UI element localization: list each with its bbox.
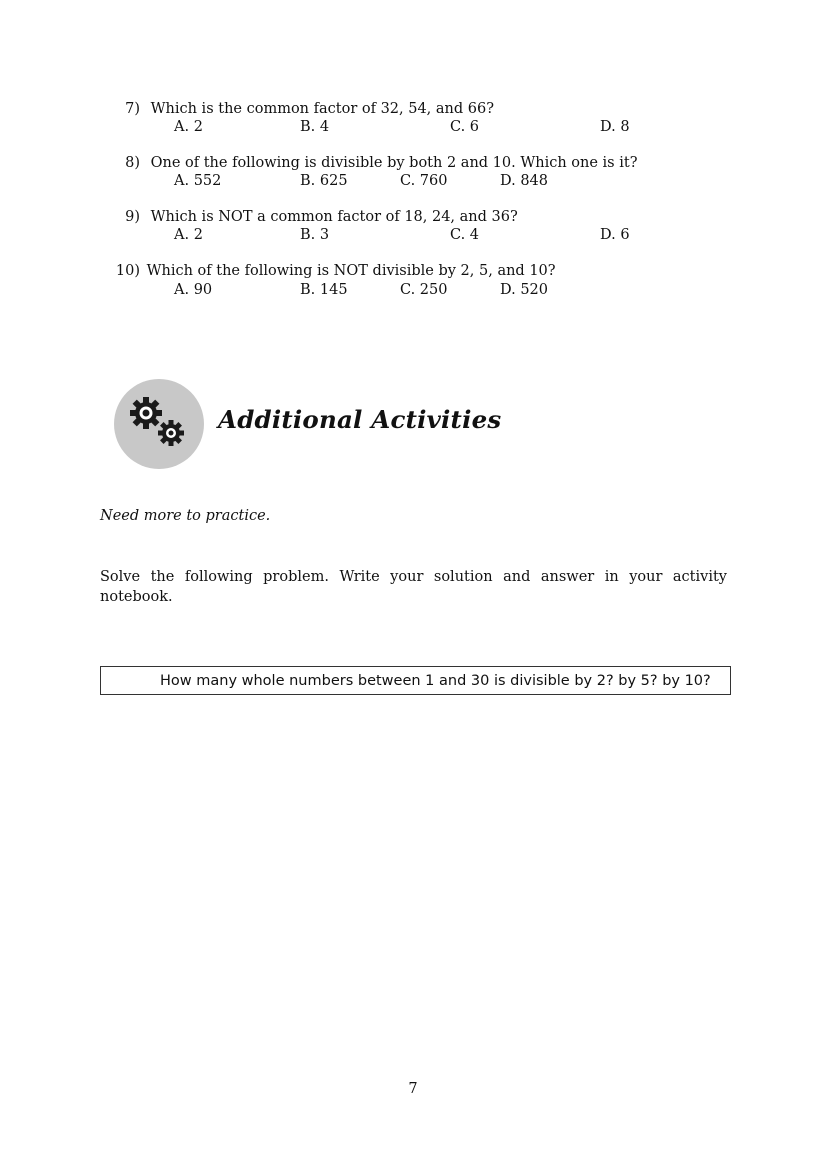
section-title: Additional Activities <box>218 405 502 434</box>
problem-text: How many whole numbers between 1 and 30 is divisible by 2? by 5? by 10? <box>160 673 711 689</box>
option-b: B. 145 <box>300 282 348 298</box>
question-text: Which is the common factor of 32, 54, and 66? <box>150 101 495 117</box>
question-text: Which is NOT a common factor of 18, 24, and 36? <box>150 209 518 225</box>
question-text: One of the following is divisible by both 2 and 10. Which one is it? <box>150 155 638 171</box>
problem-box <box>100 666 731 695</box>
gears-icon <box>113 378 205 470</box>
instruction-text: Solve the following problem. Write your solution and answer in your activity notebook. <box>100 569 727 605</box>
question-8 <box>116 154 637 172</box>
question-number: 9) <box>125 209 140 225</box>
question-9 <box>116 208 518 226</box>
option-d: D. 848 <box>500 173 549 189</box>
option-a: A. 2 <box>174 227 203 243</box>
option-d: D. 520 <box>500 282 549 298</box>
option-c: C. 6 <box>450 119 480 135</box>
option-d: D. 8 <box>600 119 630 135</box>
option-b: B. 4 <box>300 119 330 135</box>
question-number: 8) <box>125 155 140 171</box>
option-b: B. 3 <box>300 227 330 243</box>
option-a: A. 552 <box>174 173 222 189</box>
option-b: B. 625 <box>300 173 348 189</box>
option-d: D. 6 <box>600 227 630 243</box>
question-number: 7) <box>125 101 140 117</box>
option-a: A. 90 <box>174 282 213 298</box>
question-10 <box>114 262 556 280</box>
option-c: C. 4 <box>450 227 480 243</box>
question-text: Which of the following is NOT divisible by 2, 5, and 10? <box>146 263 556 279</box>
question-number: 10) <box>115 263 140 279</box>
option-c: C. 250 <box>400 282 448 298</box>
intro-text: Need more to practice. <box>100 508 271 524</box>
option-a: A. 2 <box>174 119 203 135</box>
page-number: 7 <box>408 1081 418 1097</box>
question-7 <box>116 100 494 118</box>
option-c: C. 760 <box>400 173 448 189</box>
